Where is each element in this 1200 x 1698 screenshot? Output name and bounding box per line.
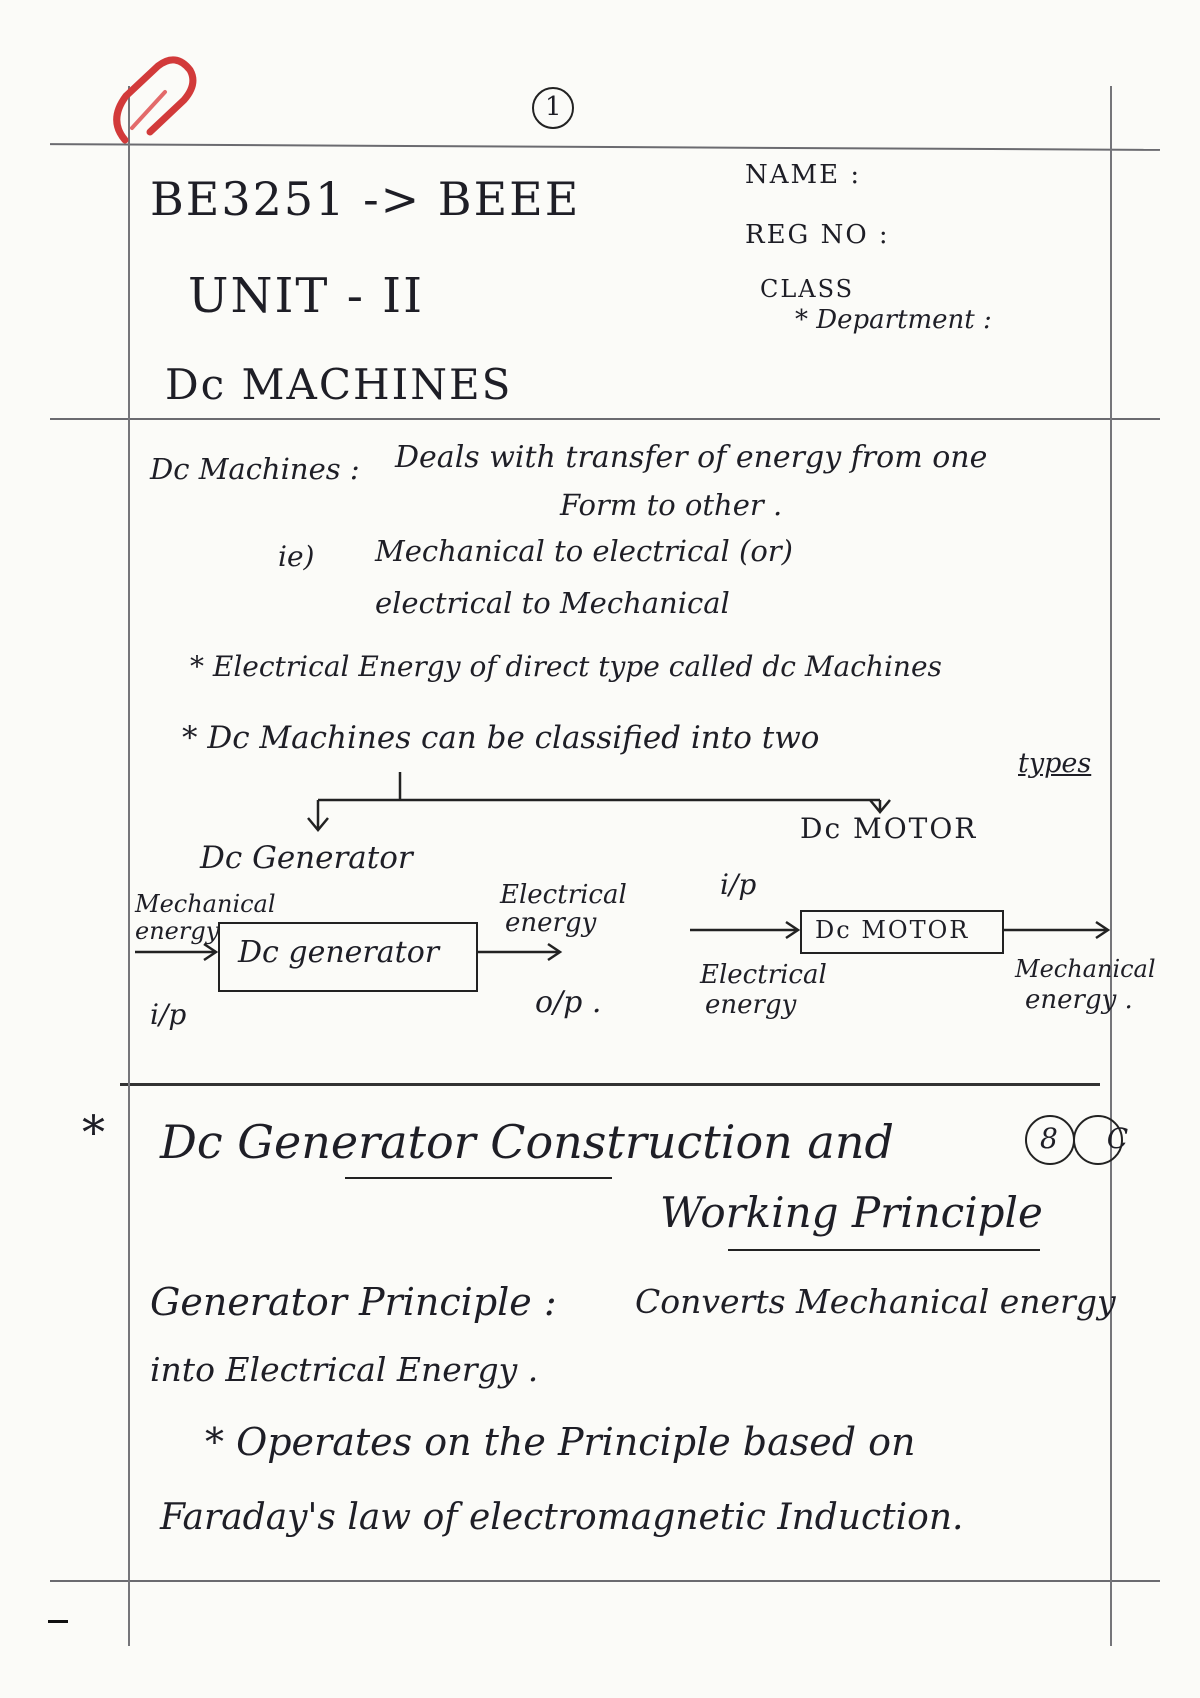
principle-cont: into Electrical Energy . [150,1350,539,1389]
department-field: * Department : [795,305,992,335]
gen-input-label-1: Mechanical [135,890,276,918]
unit-title: UNIT - II [188,268,425,324]
conversion-line-2: electrical to Mechanical [375,586,730,620]
class-field: CLASS [760,275,855,303]
definition-text: Deals with transfer of energy from one [395,440,988,475]
section-title-1: Dc Generator Construction and [160,1115,894,1169]
motor-input-tag: i/p [720,868,757,901]
gen-output-label-2: energy [505,908,597,938]
dc-motor-block-label: Dc MOTOR [815,916,970,944]
section-title-2: Working Principle [660,1188,1043,1237]
principle-label: Generator Principle : [150,1280,557,1324]
bullet-classification-cont: types [1018,748,1092,779]
course-code: BE3251 -> BEEE [150,172,581,226]
gen-output-tag: o/p . [535,985,602,1020]
name-field: NAME : [745,160,862,190]
page-number: 1 [545,92,562,122]
dc-generator-block-label: Dc generator [238,935,440,970]
question-badge: 8 C [1040,1122,1149,1155]
motor-output-label-2: energy . [1025,985,1133,1015]
operates-bullet: * Operates on the Principle based on [205,1420,916,1464]
definition-cont: Form to other . [560,488,783,522]
conversion-line-1: Mechanical to electrical (or) [375,534,793,568]
motor-output-label-1: Mechanical [1015,955,1156,983]
bullet-classification: * Dc Machines can be classified into two [182,720,820,756]
ie-label: ie) [278,540,315,573]
motor-input-label-1: Electrical [700,960,827,990]
motor-input-label-2: energy [705,990,797,1020]
gen-input-label-2: energy [135,917,220,945]
principle-text: Converts Mechanical energy [635,1282,1116,1321]
faraday-line: Faraday's law of electromagnetic Induction. [160,1497,964,1538]
definition-label: Dc Machines : [150,452,360,486]
bullet-direct-energy: * Electrical Energy of direct type called dc Machines [190,650,942,683]
gen-output-label-1: Electrical [500,880,627,910]
regno-field: REG NO : [745,220,890,250]
gen-input-tag: i/p [150,998,187,1031]
section-bullet: * [82,1105,105,1159]
topic-title: Dc MACHINES [165,360,513,409]
motor-branch: Dc MOTOR [800,812,978,845]
generator-branch: Dc Generator [200,840,413,876]
